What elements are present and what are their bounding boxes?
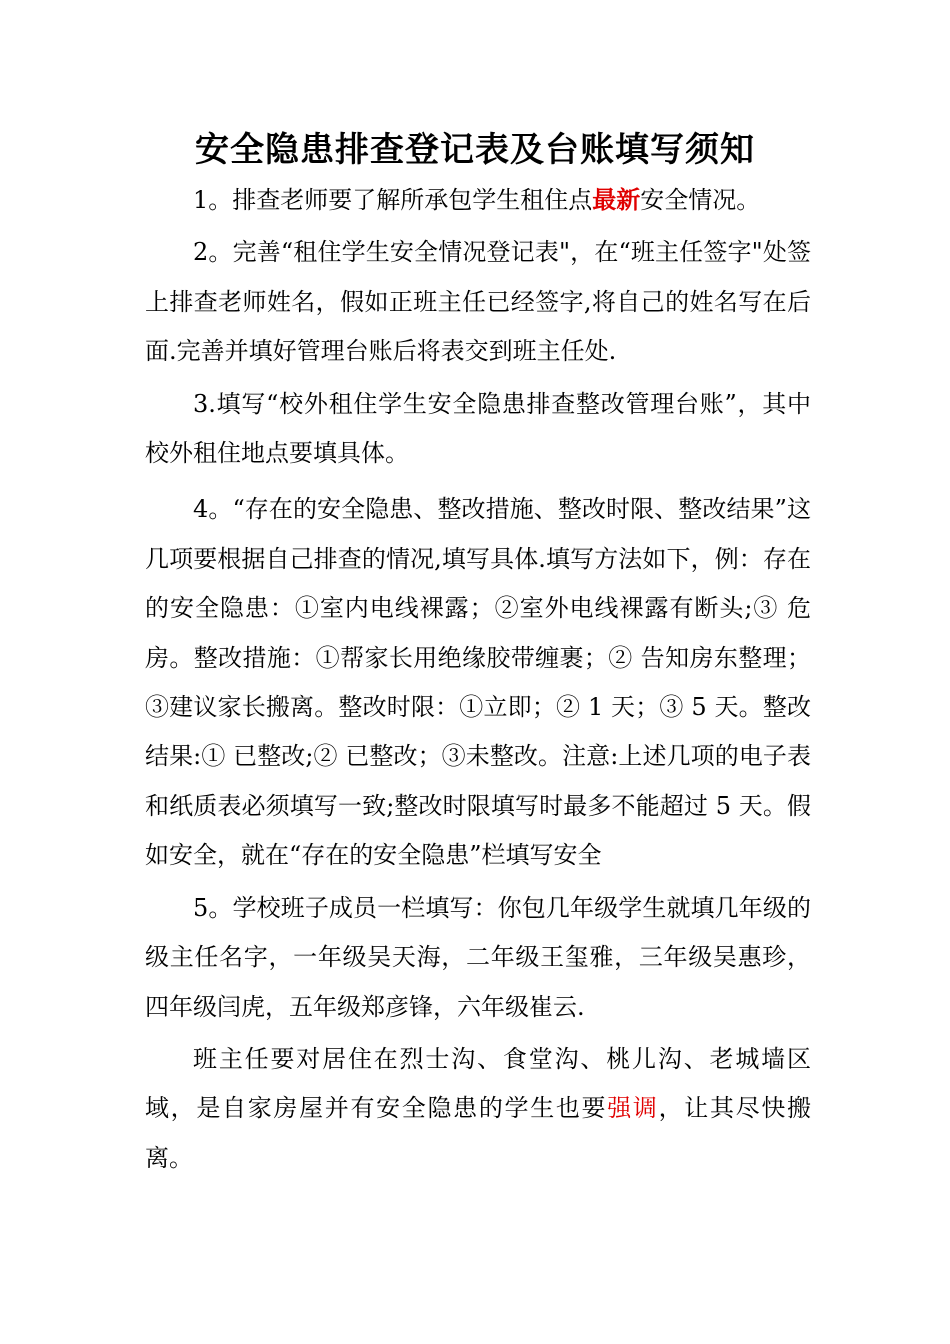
paragraph-6 [145, 1035, 811, 1183]
paragraph-6-emphasis: 强调 [607, 1094, 659, 1123]
document-title: 安全隐患排查登记表及台账填写须知 [195, 130, 755, 170]
paragraph-1-emphasis: 最新 [592, 185, 641, 214]
paragraph-6-text: 班主任要对居住在烈士沟、食堂沟、桃儿沟、老城墙区域，是自家房屋并有安全隐患的学生也要 [145, 1044, 811, 1123]
paragraph-4: 4。“存在的安全隐患、整改措施、整改时限、整改结果”这几项要根据自己排查的情况,填写具体.填写方法如下，例：存在的安全隐患：①室内电线裸露；②室外电线裸露有断头;③ 危房。整改措施：①帮家长用绝缘胶带缠裹；② 告知房东整理；③建议家长搬离。整改时限：①立即；② 1 天；③ 5 天。整改结果:① 已整改;② 已整改；③未整改。注意:上述几项的电子表和纸质表必须填写一致;整改时限填写时最多不能超过 5 天。假如安全，就在“存在的安全隐患”栏填写安全 [145, 495, 811, 870]
paragraph-1 [145, 175, 811, 225]
paragraph-3: 3.填写“校外租住学生安全隐患排查整改管理台账”，其中校外租住地点要填具体。 [145, 389, 811, 468]
paragraph-5: 5。学校班子成员一栏填写：你包几年级学生就填几年级的级主任名字，一年级吴天海，二年级王玺雅，三年级吴惠珍，四年级闫虎，五年级郑彦锋，六年级崔云. [145, 893, 811, 1021]
paragraph-1-tail: 安全情况。 [640, 186, 761, 214]
paragraph-2: 2。完善“租住学生安全情况登记表"，在“班主任签字"处签上排查老师姓名，假如正班主任已经签字,将自己的姓名写在后面.完善并填好管理台账后将表交到班主任处. [145, 238, 811, 366]
paragraph-6-tail: ，让其尽快搬离。 [145, 1094, 812, 1172]
paragraph-1-text: 1。排查老师要了解所承包学生租住点 [193, 186, 593, 214]
document-body [145, 175, 811, 1183]
